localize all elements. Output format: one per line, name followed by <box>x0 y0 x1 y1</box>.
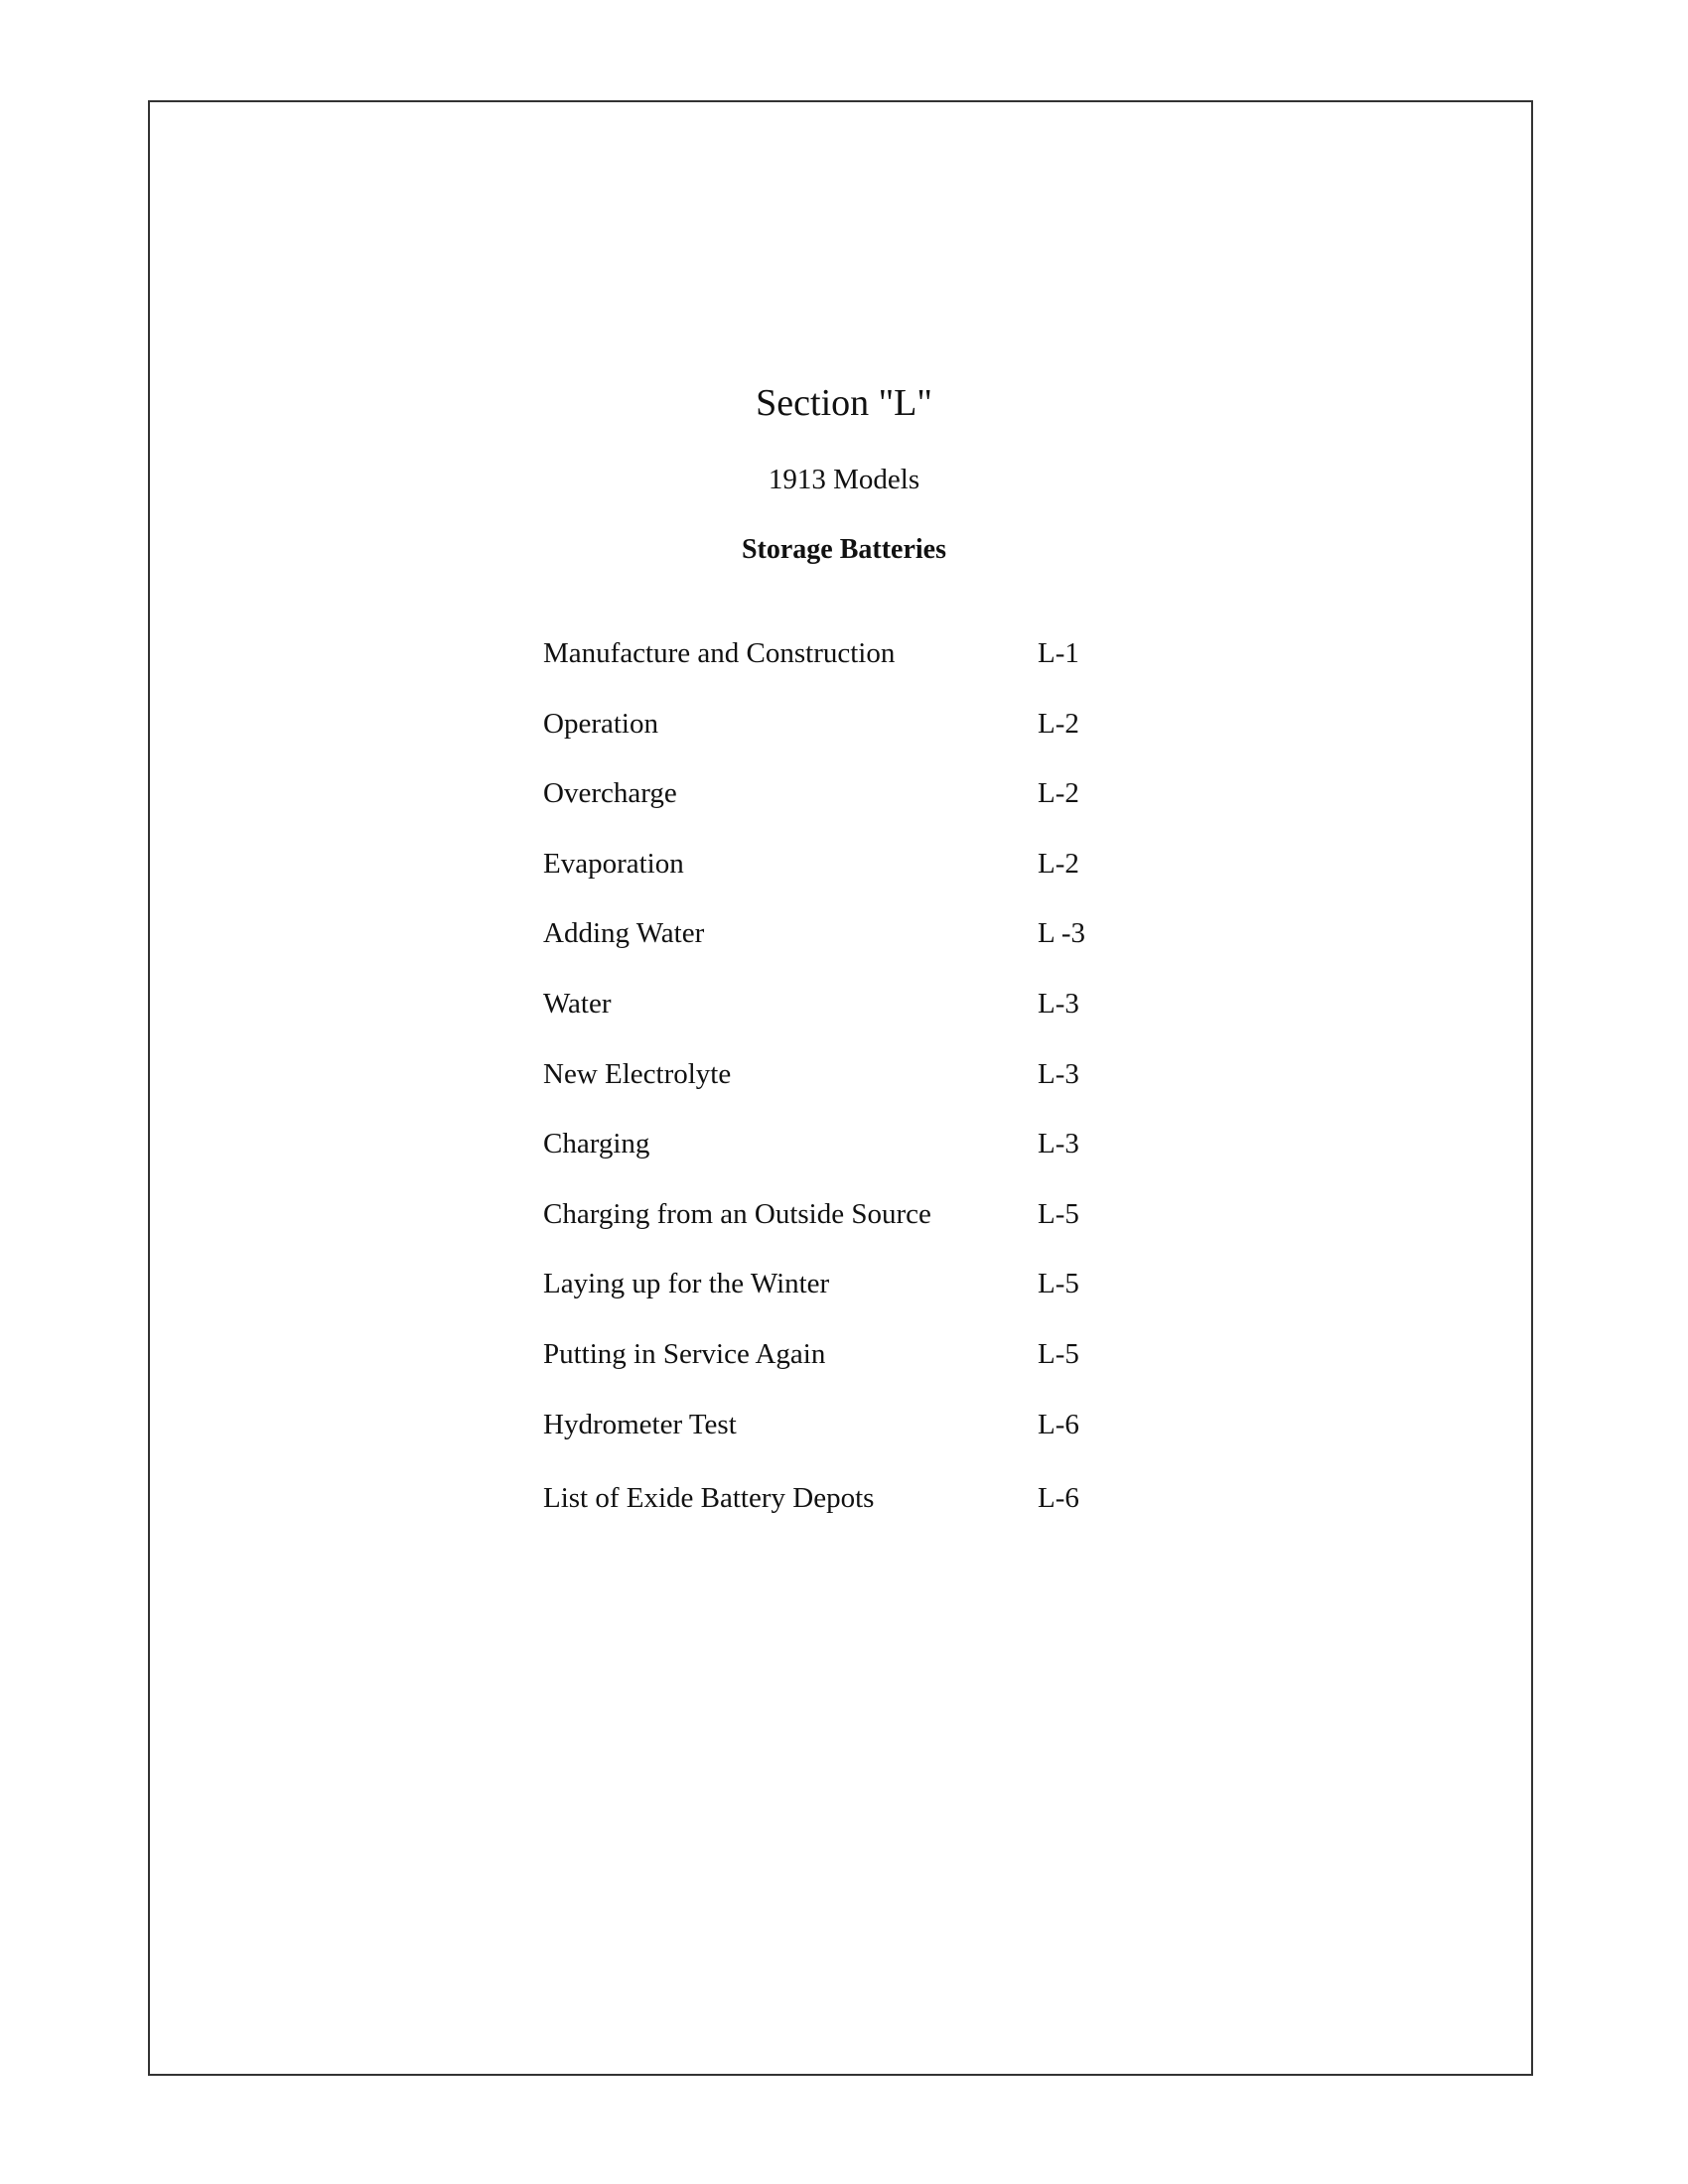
toc-entry-page: L-3 <box>1038 987 1079 1020</box>
table-of-contents <box>543 633 1139 1549</box>
toc-entry-label: Water <box>543 987 612 1020</box>
toc-entry-label: Operation <box>543 707 658 740</box>
toc-row <box>543 1478 1139 1549</box>
toc-entry-page: L-3 <box>1038 1057 1079 1090</box>
toc-entry-label: Laying up for the Winter <box>543 1268 830 1300</box>
toc-entry-label: Adding Water <box>543 917 705 950</box>
toc-entry-page: L -3 <box>1038 917 1086 950</box>
toc-entry-label: Manufacture and Construction <box>543 637 896 669</box>
subject-heading: Storage Batteries <box>741 534 947 565</box>
toc-entry-label: New Electrolyte <box>543 1057 732 1090</box>
toc-row <box>543 1405 1139 1475</box>
toc-entry-page: L-2 <box>1038 777 1079 810</box>
toc-entry-page: L-6 <box>1038 1482 1079 1515</box>
toc-row <box>543 1194 1139 1265</box>
toc-row <box>543 1334 1139 1405</box>
toc-entry-page: L-2 <box>1038 847 1079 880</box>
toc-entry-page: L-2 <box>1038 707 1079 740</box>
toc-entry-label: Hydrometer Test <box>543 1408 737 1440</box>
toc-row <box>543 1264 1139 1334</box>
toc-row <box>543 1054 1139 1125</box>
section-title: Section "L" <box>756 382 932 424</box>
toc-row <box>543 913 1139 984</box>
toc-entry-page: L-1 <box>1038 637 1079 669</box>
toc-entry-label: Charging <box>543 1128 650 1160</box>
toc-entry-page: L-3 <box>1038 1128 1079 1160</box>
toc-row <box>543 704 1139 774</box>
toc-row <box>543 773 1139 844</box>
toc-row <box>543 633 1139 704</box>
toc-entry-label: List of Exide Battery Depots <box>543 1482 875 1515</box>
toc-entry-page: L-5 <box>1038 1337 1079 1370</box>
toc-row <box>543 844 1139 914</box>
toc-row <box>543 1124 1139 1194</box>
toc-entry-page: L-6 <box>1038 1408 1079 1440</box>
models-subtitle: 1913 Models <box>768 464 920 495</box>
toc-entry-label: Overcharge <box>543 777 677 810</box>
toc-entry-label: Putting in Service Again <box>543 1337 826 1370</box>
toc-entry-page: L-5 <box>1038 1197 1079 1230</box>
toc-entry-label: Charging from an Outside Source <box>543 1197 931 1230</box>
toc-entry-page: L-5 <box>1038 1268 1079 1300</box>
toc-entry-label: Evaporation <box>543 847 684 880</box>
toc-row <box>543 984 1139 1054</box>
